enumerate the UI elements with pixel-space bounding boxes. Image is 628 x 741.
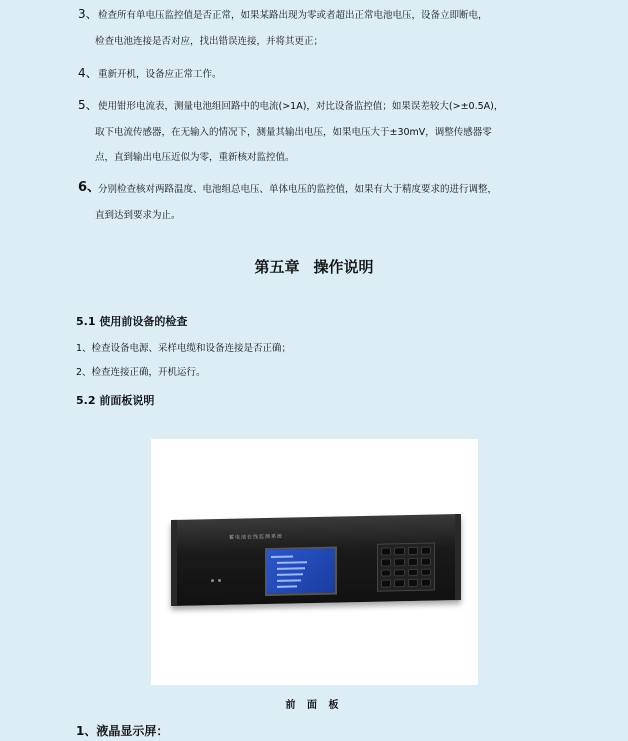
keypad-key xyxy=(421,568,431,576)
lcd-menu-line xyxy=(277,585,297,587)
chapter-number: 第五章 xyxy=(254,258,300,276)
chapter-title xyxy=(0,256,628,277)
item-line: 分别检查核对两路温度、电池组总电压、单体电压的监控值，如果有大于精度要求的进行调整， xyxy=(98,184,498,195)
rack-ear xyxy=(455,514,461,600)
keypad-key xyxy=(381,569,391,577)
section-heading: 5.2 前面板说明 xyxy=(76,394,155,407)
item-number: 6、 xyxy=(78,180,101,195)
indicator-led xyxy=(218,579,221,582)
keypad-key xyxy=(394,547,404,555)
item-line: 重新开机，设备应正常工作。 xyxy=(98,69,222,80)
device-chassis xyxy=(171,514,461,606)
keypad xyxy=(377,543,435,592)
keypad-key xyxy=(394,569,404,577)
keypad-key xyxy=(381,547,391,555)
keypad-key xyxy=(408,568,418,576)
keypad-key xyxy=(381,558,391,566)
item-line: 使用钳形电流表，测量电池组回路中的电流(>1A)，对比设备监控值；如果误差较大(>±0.5A)， xyxy=(98,101,504,112)
lcd-menu-line xyxy=(271,555,293,557)
keypad-key xyxy=(408,558,418,566)
keypad-key xyxy=(421,547,431,555)
item-line: 点，直到输出电压近似为零，重新核对监控值。 xyxy=(95,152,295,163)
item-number: 5、 xyxy=(78,98,98,112)
paragraph: 1、检查设备电源、采样电缆和设备连接是否正确； xyxy=(76,343,292,354)
front-panel-photo xyxy=(151,439,478,685)
keypad-key xyxy=(394,579,404,587)
keypad-key xyxy=(394,558,404,566)
item-line: 取下电流传感器，在无输入的情况下，测量其输出电压，如果电压大于±30mV，调整传感器零 xyxy=(95,127,492,138)
keypad-key xyxy=(421,579,431,587)
keypad-key xyxy=(381,580,391,588)
lcd-menu-line xyxy=(277,567,305,570)
item-line: 直到达到要求为止。 xyxy=(95,210,181,221)
keypad-key xyxy=(421,557,431,565)
chapter-name: 操作说明 xyxy=(313,258,374,276)
figure-caption: 前 面 板 xyxy=(285,700,343,711)
item-line: 检查所有单电压监控值是否正常，如果某路出现为零或者超出正常电池电压，设备立即断电， xyxy=(98,10,488,21)
indicator-led xyxy=(211,579,214,582)
keypad-key xyxy=(408,579,418,587)
lcd-menu-line xyxy=(277,573,303,576)
item-number: 4、 xyxy=(78,66,98,80)
lcd-screen xyxy=(265,547,337,597)
rack-ear xyxy=(171,520,177,606)
section-heading: 5.1 使用前设备的检查 xyxy=(76,315,188,328)
paragraph: 2、检查连接正确，开机运行。 xyxy=(76,367,206,378)
item-number: 3、 xyxy=(78,7,98,21)
lcd-menu-line xyxy=(277,579,301,582)
subsection-heading: 1、液晶显示屏： xyxy=(76,724,169,738)
device-label: 蓄电池在线监测系统 xyxy=(229,533,284,541)
keypad-key xyxy=(408,547,418,555)
lcd-menu-line xyxy=(277,561,307,564)
item-line: 检查电池连接是否对应，找出错误连接，并将其更正； xyxy=(95,36,324,47)
